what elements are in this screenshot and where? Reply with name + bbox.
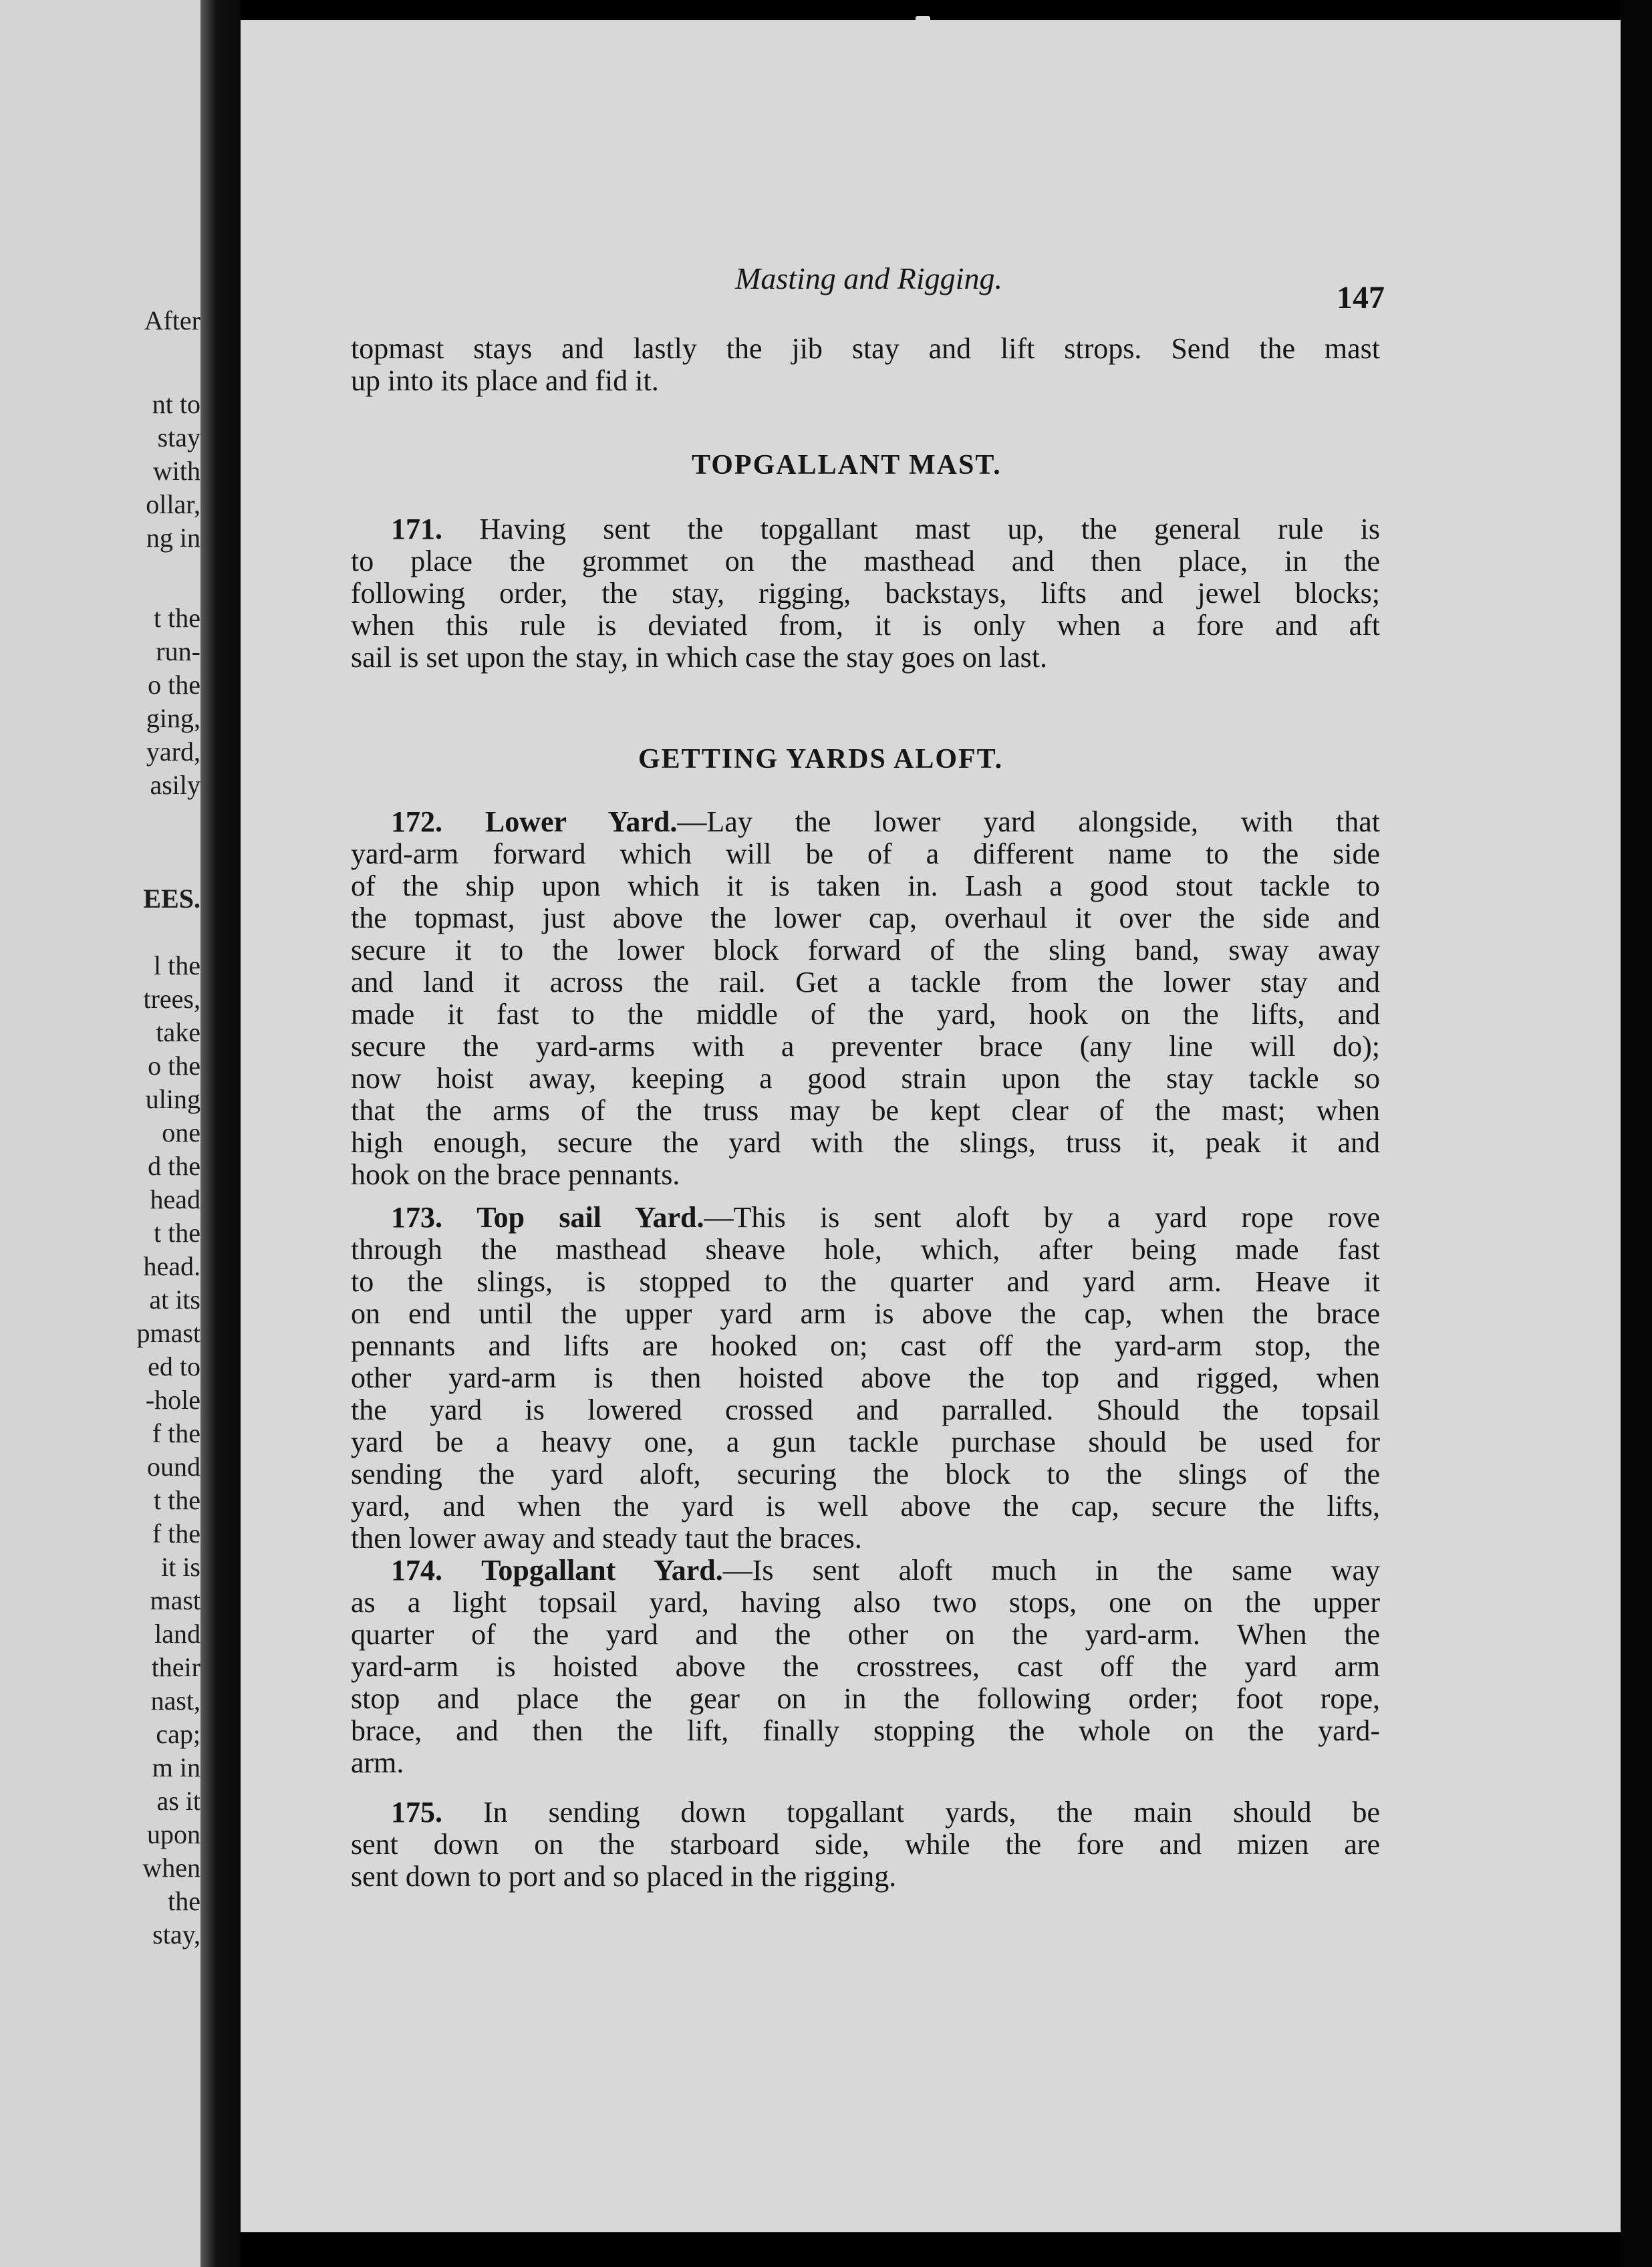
- left-page-line: upon: [147, 1819, 200, 1849]
- left-page-line: take: [156, 1017, 200, 1047]
- paragraph-number: 175.: [391, 1796, 442, 1829]
- paragraph-174-line: as a light topsail yard, having also two stops, one on the upper: [351, 1586, 1380, 1619]
- paragraph-173-line: sending the yard aloft, securing the block to the slings of the: [351, 1458, 1380, 1490]
- paragraph-173-line: then lower away and steady taut the braces.: [351, 1522, 862, 1555]
- paragraph-173-line: through the masthead sheave hole, which, after being made fast: [351, 1233, 1380, 1266]
- left-page-line: ollar,: [146, 489, 200, 519]
- paragraph-171-line: following order, the stay, rigging, backstays, lifts and jewel blocks;: [351, 577, 1380, 610]
- left-page-line: at its: [149, 1285, 200, 1315]
- paragraph-lead-in: Top sail Yard.: [476, 1201, 704, 1234]
- left-page-line: head.: [143, 1251, 200, 1281]
- left-page-line: it is: [161, 1552, 200, 1582]
- paragraph-173-line: pennants and lifts are hooked on; cast off the yard-arm stop, the: [351, 1329, 1380, 1362]
- paragraph-lead-in: Lower Yard.: [485, 805, 678, 838]
- line-text: Having sent the topgallant mast up, the general rule is: [479, 513, 1380, 545]
- line-text: —Is sent aloft much in the same way: [722, 1554, 1381, 1587]
- paragraph-lead-in: Topgallant Yard.: [481, 1554, 723, 1587]
- left-page-line: f the: [152, 1518, 200, 1549]
- section-heading-getting-yards-aloft: GETTING YARDS ALOFT.: [638, 744, 1004, 775]
- paragraph-172-line: yard-arm forward which will be of a different name to the side: [351, 837, 1380, 870]
- paragraph-173-line: the yard is lowered crossed and parralled. Should the topsail: [351, 1393, 1380, 1426]
- left-page-line: pmast: [136, 1318, 200, 1348]
- left-page-line: t the: [154, 1485, 200, 1515]
- left-page-line: the: [168, 1886, 200, 1916]
- line-text: —Lay the lower yard alongside, with that: [677, 805, 1381, 838]
- left-page-line: t the: [154, 1218, 200, 1248]
- left-page-line: uling: [145, 1084, 200, 1114]
- left-page-line: one: [162, 1117, 200, 1148]
- paragraph-171-line: when this rule is deviated from, it is only when a fore and aft: [351, 609, 1380, 642]
- page-gutter-shadow: [200, 0, 241, 2267]
- paragraph-174-line: arm.: [351, 1746, 404, 1779]
- paragraph-number: 172.: [391, 805, 442, 838]
- paragraph-173-line: to the slings, is stopped to the quarter and yard arm. Heave it: [351, 1265, 1380, 1298]
- line-text: In sending down topgallant yards, the main should be: [483, 1796, 1380, 1829]
- left-page-line: l the: [154, 950, 200, 980]
- left-page-line: cap;: [156, 1719, 200, 1749]
- paragraph-number: 174.: [391, 1554, 442, 1587]
- paragraph-173-line: other yard-arm is then hoisted above the top and rigged, when: [351, 1361, 1380, 1394]
- left-page-line: o the: [148, 1051, 200, 1081]
- paragraph-171-line: [391, 515, 1380, 544]
- page-number: 147: [1337, 280, 1385, 315]
- line-text: —This is sent aloft by a yard rope rove: [704, 1201, 1380, 1234]
- paragraph-172-line: high enough, secure the yard with the slings, truss it, peak it and: [351, 1126, 1380, 1159]
- paragraph-174-line: [391, 1556, 1380, 1585]
- left-page-line: head: [150, 1184, 200, 1214]
- left-page-line: run-: [156, 636, 200, 666]
- paragraph-174-line: yard-arm is hoisted above the crosstrees, cast off the yard arm: [351, 1650, 1380, 1683]
- left-page-line: land: [154, 1619, 200, 1649]
- paragraph-number: 173.: [391, 1201, 442, 1234]
- paragraph-175-line: [391, 1798, 1380, 1827]
- left-page-line: nt to: [152, 389, 200, 419]
- paragraph-172-line: [391, 807, 1380, 837]
- left-page-line: d the: [148, 1151, 200, 1181]
- paragraph-174-line: quarter of the yard and the other on the yard-arm. When the: [351, 1618, 1380, 1651]
- paragraph-175-line: sent down on the starboard side, while the fore and mizen are: [351, 1828, 1380, 1861]
- left-page-line: asily: [150, 770, 200, 800]
- paragraph-172-line: of the ship upon which it is taken in. Lash a good stout tackle to: [351, 870, 1380, 902]
- left-page-line: as it: [156, 1786, 200, 1816]
- paragraph-172-line: now hoist away, keeping a good strain upon the stay tackle so: [351, 1062, 1380, 1095]
- paragraph-172-line: that the arms of the truss may be kept clear of the mast; when: [351, 1094, 1380, 1127]
- paragraph-172-line: made it fast to the middle of the yard, hook on the lifts, and: [351, 998, 1380, 1031]
- paragraph-172-line: hook on the brace pennants.: [351, 1158, 680, 1191]
- paragraph-171-line: to place the grommet on the masthead and then place, in the: [351, 545, 1380, 577]
- left-page-line: mast: [150, 1585, 200, 1615]
- left-page-line: m in: [152, 1752, 200, 1782]
- left-page-line: EES.: [143, 884, 200, 914]
- left-page-line: yard,: [146, 737, 200, 767]
- left-page-line: stay: [157, 422, 200, 452]
- left-page-line: stay,: [152, 1919, 200, 1950]
- paragraph-172-line: secure the yard-arms with a preventer brace (any line will do);: [351, 1030, 1380, 1063]
- paragraph-173-line: [391, 1203, 1380, 1232]
- paragraph-173-line: yard, and when the yard is well above the cap, secure the lifts,: [351, 1490, 1380, 1522]
- left-page-line: nast,: [150, 1686, 200, 1716]
- left-page-line: trees,: [143, 984, 200, 1014]
- paragraph-173-line: on end until the upper yard arm is above the cap, when the brace: [351, 1297, 1380, 1330]
- section-heading-topgallant-mast: TOPGALLANT MAST.: [692, 450, 1002, 481]
- left-page-line: t the: [154, 603, 200, 633]
- paragraph-172-line: secure it to the lower block forward of the sling band, sway away: [351, 934, 1380, 966]
- paragraph-174-line: stop and place the gear on in the following order; foot rope,: [351, 1682, 1380, 1715]
- paragraph-174-line: brace, and then the lift, finally stopping the whole on the yard-: [351, 1714, 1380, 1747]
- left-page-line: when: [142, 1853, 200, 1883]
- left-page-line: ed to: [148, 1351, 200, 1381]
- continuation-line: topmast stays and lastly the jib stay and lift strops. Send the mast: [351, 332, 1380, 365]
- left-page-line: ng in: [146, 523, 200, 553]
- scan-border: [1621, 0, 1652, 2267]
- previous-page: [0, 0, 200, 2267]
- left-page-line: o the: [148, 670, 200, 700]
- book-page-147: [241, 20, 1621, 2232]
- left-page-line: ound: [147, 1452, 200, 1482]
- paragraph-173-line: yard be a heavy one, a gun tackle purchase should be used for: [351, 1426, 1380, 1458]
- paragraph-172-line: and land it across the rail. Get a tackle from the lower stay and: [351, 966, 1380, 998]
- running-head: Masting and Rigging.: [735, 261, 1002, 295]
- paragraph-171-line: sail is set upon the stay, in which case the stay goes on last.: [351, 641, 1047, 674]
- paragraph-175-line: sent down to port and so placed in the rigging.: [351, 1860, 897, 1893]
- left-page-line: with: [152, 456, 200, 486]
- left-page-line: ging,: [146, 703, 200, 733]
- paragraph-number: 171.: [391, 513, 442, 545]
- continuation-line: up into its place and fid it.: [351, 364, 659, 397]
- left-page-line: their: [151, 1652, 200, 1682]
- left-page-line: -hole: [145, 1385, 200, 1415]
- left-page-line: f the: [152, 1418, 200, 1448]
- left-page-line: After: [144, 305, 200, 336]
- paragraph-172-line: the topmast, just above the lower cap, overhaul it over the side and: [351, 902, 1380, 934]
